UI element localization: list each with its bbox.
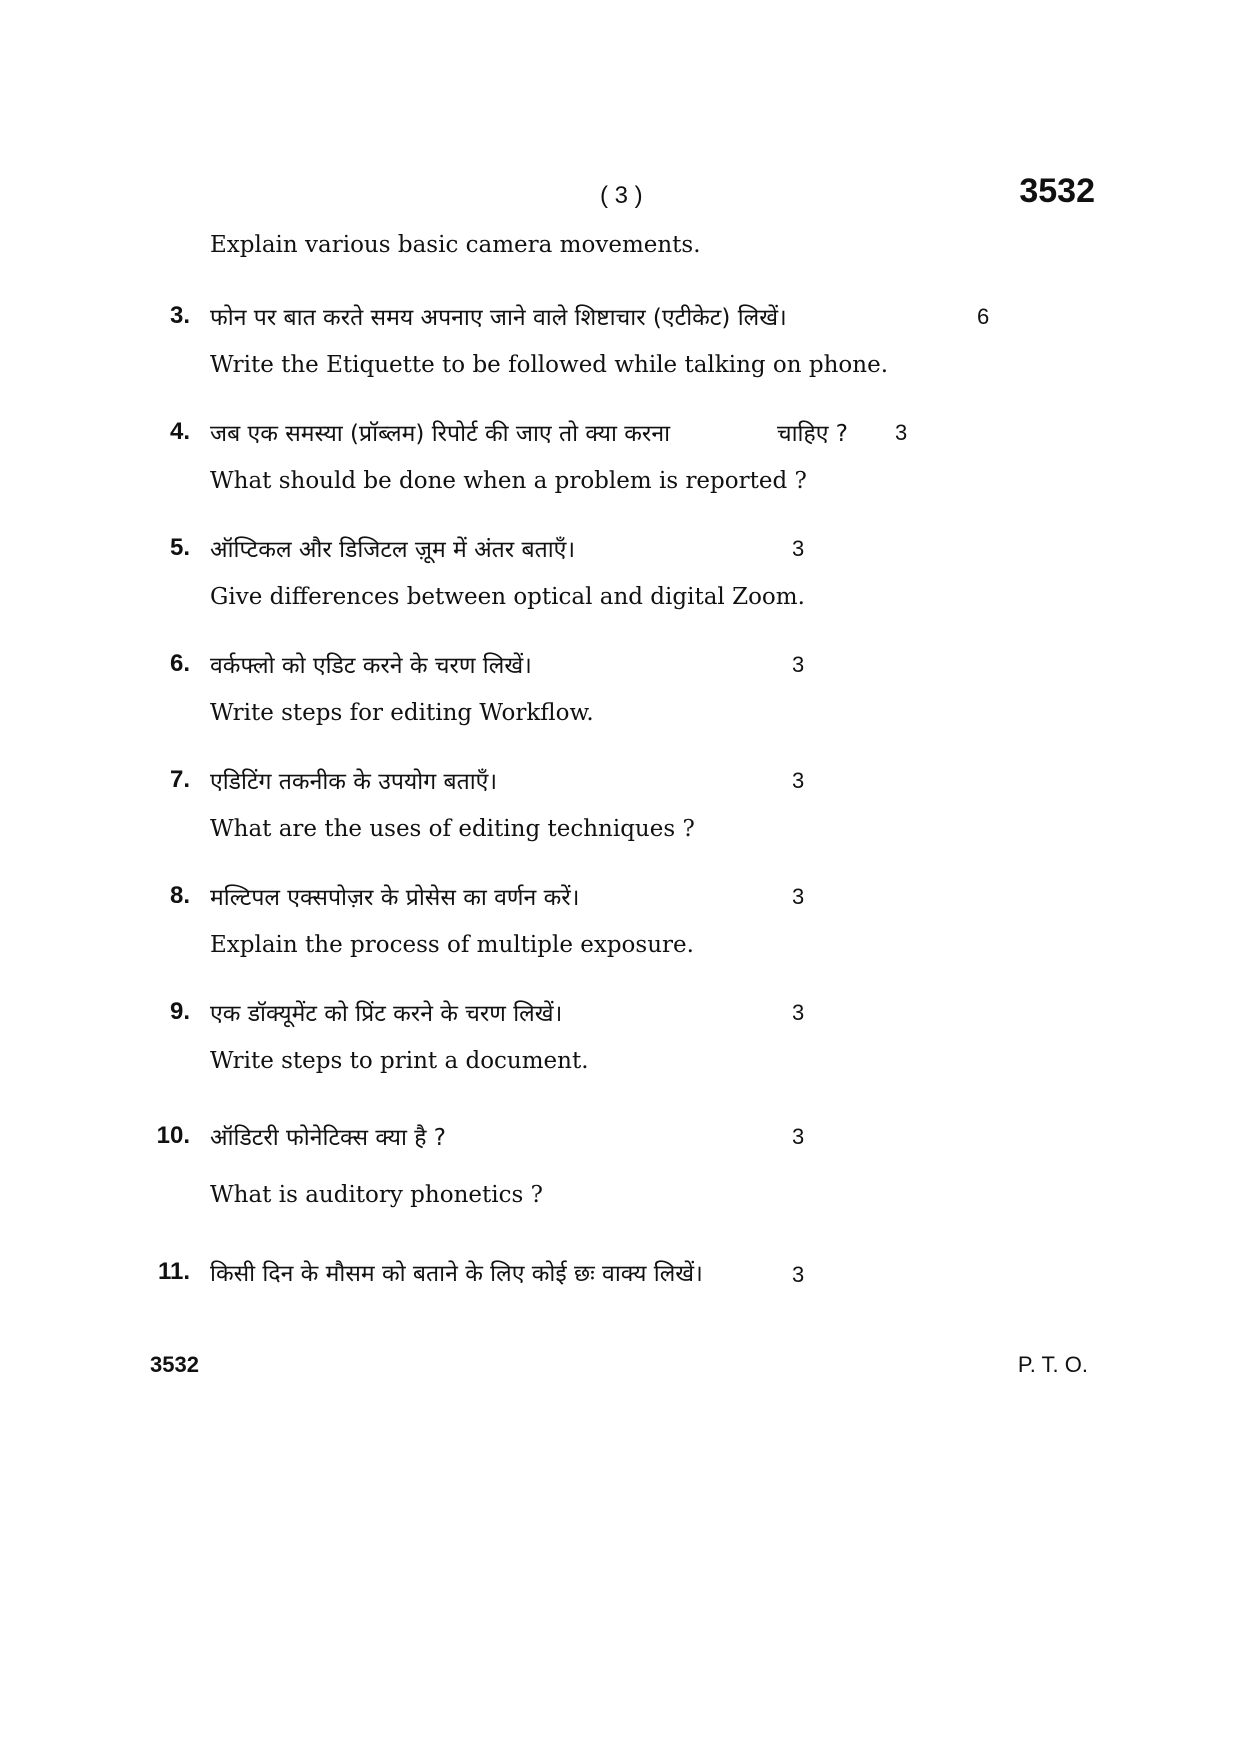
question-number: 8.	[169, 882, 190, 909]
question-hindi: एडिटिंग तकनीक के उपयोग बताएँ।	[210, 769, 498, 795]
question-hindi: जब एक समस्या (प्रॉब्लम) रिपोर्ट की जाए तो क्या करना	[210, 421, 671, 447]
question-english: Write steps for editing Workflow.	[210, 700, 594, 726]
question-marks: 3	[895, 420, 908, 445]
question-marks: 3	[792, 768, 805, 793]
question-hindi: ऑडिटरी फोनेटिक्स क्या है ?	[210, 1125, 446, 1151]
continuation-text: Explain various basic camera movements.	[210, 232, 701, 258]
question-hindi: फोन पर बात करते समय अपनाए जाने वाले शिष्टाचार (एटीकेट) लिखें।	[210, 305, 787, 331]
question-marks: 3	[792, 1262, 805, 1287]
question-marks: 3	[792, 536, 805, 561]
question-number: 11.	[157, 1258, 190, 1285]
question-number: 9.	[169, 998, 190, 1025]
question-number: 10.	[156, 1122, 190, 1149]
question-number: 5.	[169, 534, 190, 561]
question-english: Write the Etiquette to be followed while talking on phone.	[210, 352, 889, 378]
question-marks: 3	[792, 884, 805, 909]
question-number: 6.	[169, 650, 190, 677]
question-english: Write steps to print a document.	[210, 1048, 589, 1074]
question-hindi: वर्कफ्लो को एडिट करने के चरण लिखें।	[210, 653, 532, 679]
page-number: ( 3 )	[600, 182, 643, 209]
question-number: 3.	[169, 302, 190, 329]
question-english: What are the uses of editing techniques ?	[210, 816, 695, 842]
pto-label: P. T. O.	[1017, 1352, 1088, 1377]
question-english: What should be done when a problem is reported ?	[210, 468, 807, 494]
question-hindi: किसी दिन के मौसम को बताने के लिए कोई छः वाक्य लिखें।	[210, 1261, 703, 1287]
question-english: What is auditory phonetics ?	[210, 1182, 543, 1208]
question-hindi: मल्टिपल एक्सपोज़र के प्रोसेस का वर्णन करें।	[210, 885, 580, 911]
question-number: 4.	[169, 418, 190, 445]
question-number: 7.	[169, 766, 190, 793]
question-english: Explain the process of multiple exposure.	[210, 932, 694, 958]
question-marks: 3	[792, 1124, 805, 1149]
question-english: Give differences between optical and digital Zoom.	[210, 584, 805, 610]
question-hindi-tail: चाहिए ?	[777, 421, 848, 447]
question-hindi: ऑप्टिकल और डिजिटल ज़ूम में अंतर बताएँ।	[210, 537, 576, 563]
question-marks: 3	[792, 652, 805, 677]
paper-code-header: 3532	[1019, 172, 1095, 210]
question-hindi: एक डॉक्यूमेंट को प्रिंट करने के चरण लिखें।	[210, 1001, 563, 1027]
paper-code-footer: 3532	[150, 1352, 199, 1377]
question-marks: 6	[977, 304, 990, 329]
question-marks: 3	[792, 1000, 805, 1025]
